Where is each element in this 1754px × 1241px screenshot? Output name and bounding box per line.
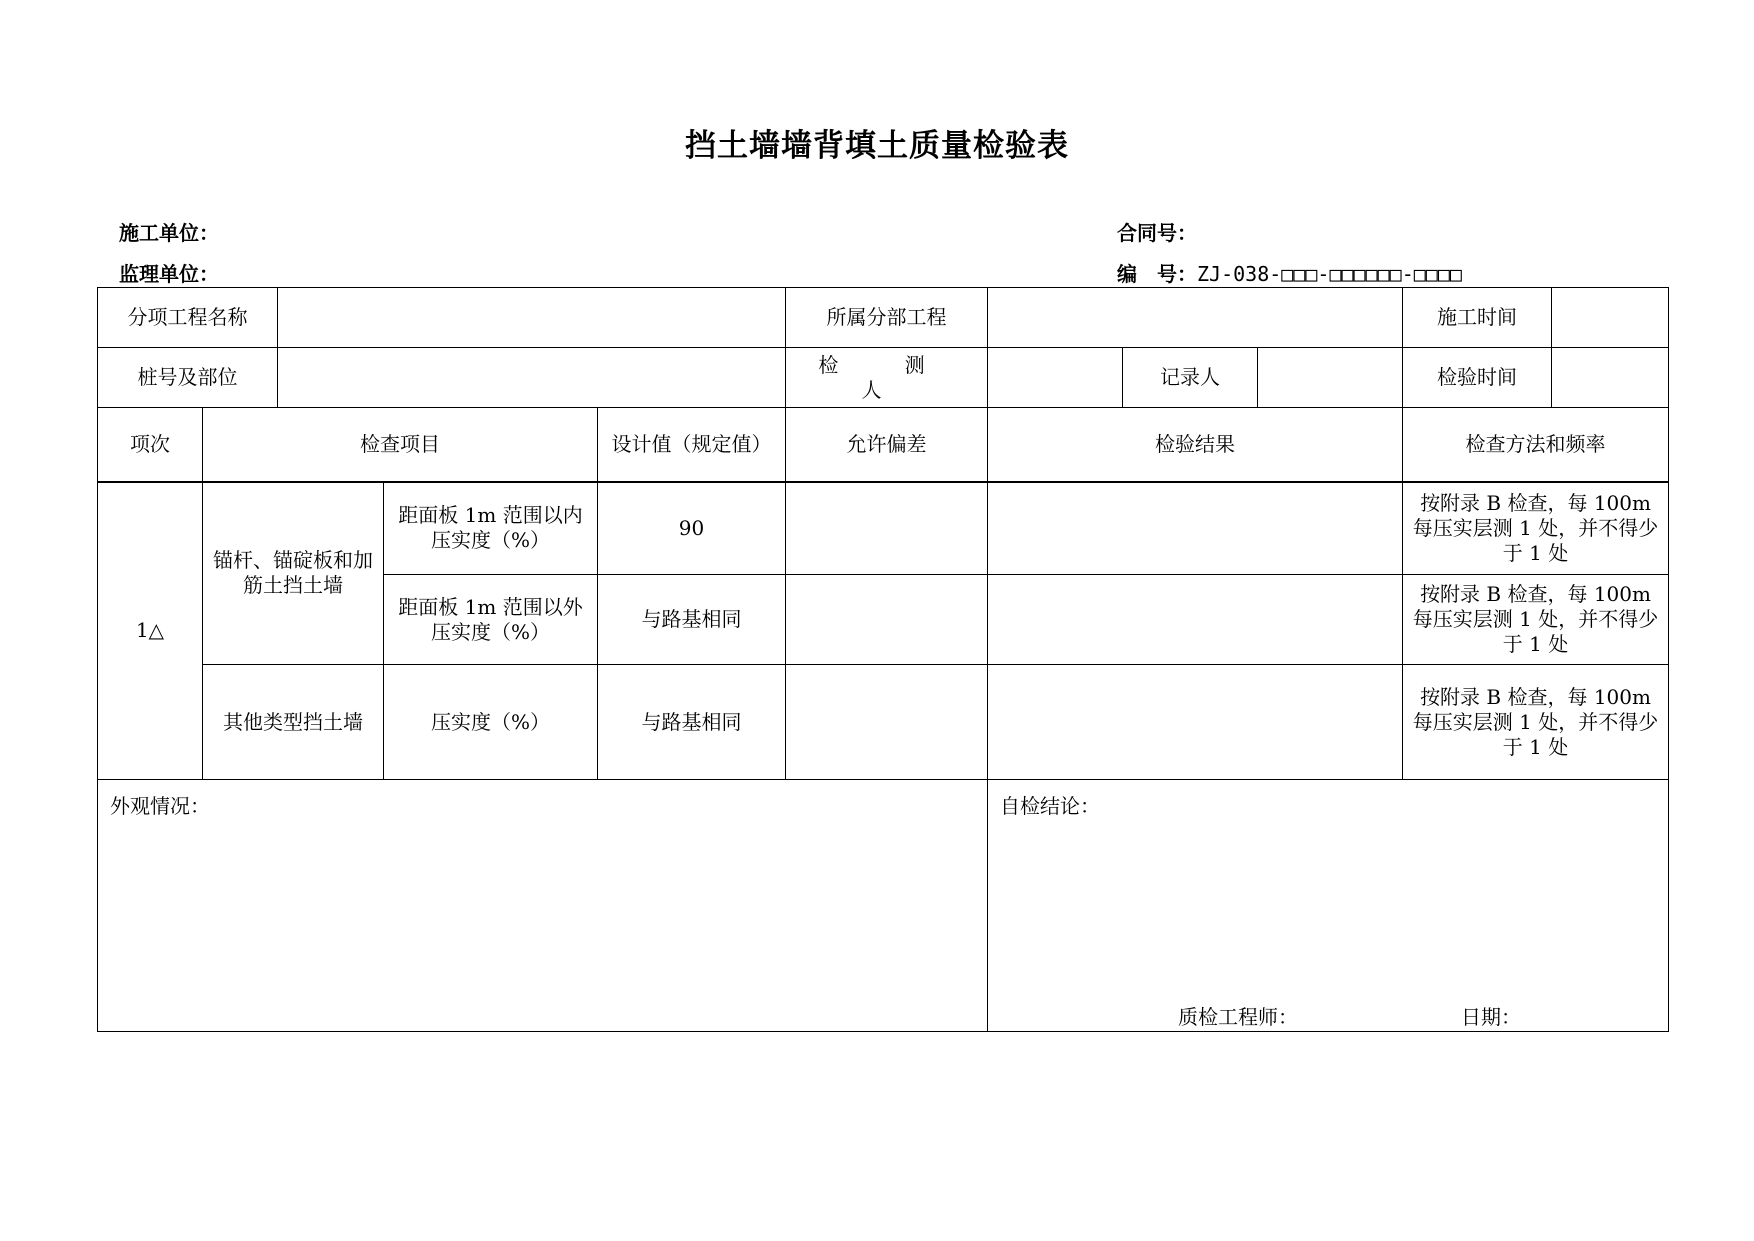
construction-time-value[interactable] xyxy=(1552,288,1669,348)
result-2[interactable] xyxy=(988,575,1403,665)
self-check-cell[interactable] xyxy=(988,780,1669,1032)
check-item-1: 距面板 1m 范围以内压实度（%） xyxy=(384,482,598,575)
group-label-2: 其他类型挡土墙 xyxy=(203,665,384,780)
tolerance-1[interactable] xyxy=(786,482,988,575)
col-design-value: 设计值（规定值） xyxy=(598,408,786,482)
design-value-1: 90 xyxy=(598,482,786,575)
appearance-cell[interactable] xyxy=(98,780,988,1032)
result-1[interactable] xyxy=(988,482,1403,575)
design-value-3: 与路基相同 xyxy=(598,665,786,780)
inspection-time-value[interactable] xyxy=(1552,348,1669,408)
method-2: 按附录 B 检查，每 100m 每压实层测 1 处，并不得少于 1 处 xyxy=(1403,575,1669,665)
appearance-label: 外观情况： xyxy=(110,794,210,818)
inspection-table xyxy=(97,287,1669,1032)
serial-label: 编 号： xyxy=(1117,262,1197,286)
info-row-2 xyxy=(98,348,1669,408)
recorder-value[interactable] xyxy=(1258,348,1403,408)
station-location-label: 桩号及部位 xyxy=(98,348,278,408)
serial-value: ZJ-038-□□□-□□□□□□-□□□□ xyxy=(1197,262,1462,286)
recorder-label: 记录人 xyxy=(1123,348,1258,408)
inspector-value[interactable] xyxy=(988,348,1123,408)
group-label-1: 锚杆、锚碇板和加筋土挡土墙 xyxy=(203,482,384,665)
col-method: 检查方法和频率 xyxy=(1403,408,1669,482)
column-header-row xyxy=(98,408,1669,482)
result-3[interactable] xyxy=(988,665,1403,780)
supervisor-label: 监理单位： xyxy=(119,262,219,286)
info-row-1 xyxy=(98,288,1669,348)
contract-no-label: 合同号： xyxy=(1117,221,1197,245)
table-row xyxy=(98,665,1669,780)
inspector-label: 检 测 人 xyxy=(786,348,988,408)
footer-row xyxy=(98,780,1669,1032)
page-title: 挡土墙墙背填土质量检验表 xyxy=(685,128,1069,164)
self-check-label: 自检结论： xyxy=(1000,794,1101,818)
contractor-label: 施工单位： xyxy=(119,221,219,245)
parent-project-label: 所属分部工程 xyxy=(786,288,988,348)
tolerance-2[interactable] xyxy=(786,575,988,665)
station-location-value[interactable] xyxy=(278,348,786,408)
date-label: 日期： xyxy=(1461,1005,1522,1029)
table-row xyxy=(98,482,1669,575)
sub-item-name-value[interactable] xyxy=(278,288,786,348)
item-number: 1△ xyxy=(98,482,203,780)
serial-number xyxy=(1117,258,1462,287)
col-item-no: 项次 xyxy=(98,408,203,482)
check-item-2: 距面板 1m 范围以外压实度（%） xyxy=(384,575,598,665)
method-3: 按附录 B 检查，每 100m 每压实层测 1 处，并不得少于 1 处 xyxy=(1403,665,1669,780)
col-check-item: 检查项目 xyxy=(203,408,598,482)
col-tolerance: 允许偏差 xyxy=(786,408,988,482)
tolerance-3[interactable] xyxy=(786,665,988,780)
parent-project-value[interactable] xyxy=(988,288,1403,348)
sub-item-name-label: 分项工程名称 xyxy=(98,288,278,348)
design-value-2: 与路基相同 xyxy=(598,575,786,665)
inspection-time-label: 检验时间 xyxy=(1403,348,1552,408)
construction-time-label: 施工时间 xyxy=(1403,288,1552,348)
check-item-3: 压实度（%） xyxy=(384,665,598,780)
qc-engineer-label: 质检工程师： xyxy=(1178,1005,1299,1029)
col-result: 检验结果 xyxy=(988,408,1403,482)
method-1: 按附录 B 检查，每 100m 每压实层测 1 处，并不得少于 1 处 xyxy=(1403,482,1669,575)
